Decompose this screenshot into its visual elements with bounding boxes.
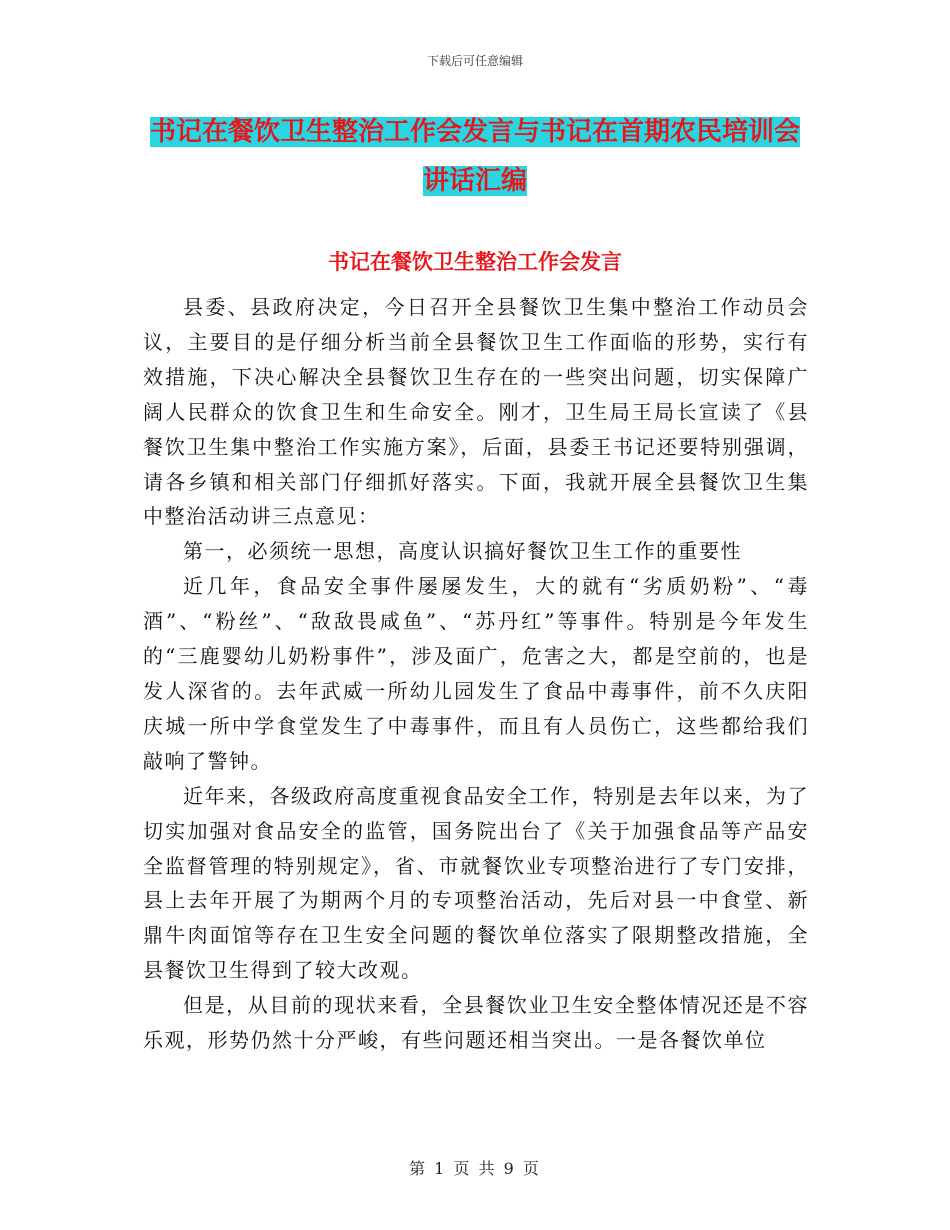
paragraph: 近几年，食品安全事件屡屡发生，大的就有“劣质奶粉”、“毒酒”、“粉丝”、“敌敌畏咸鱼”、“苏丹红”等事件。特别是今年发生的“三鹿婴幼儿奶粉事件”，涉及面广，危害之大，都是空前的，也是发人深省的。去年武威一所幼儿园发生了食品中毒事件，前不久庆阳庆城一所中学食堂发生了中毒事件，而且有人员伤亡，这些都给我们敲响了警钟。 bbox=[143, 574, 809, 773]
page-header-note: 下载后可任意编辑 bbox=[426, 54, 523, 68]
section-title: 书记在餐饮卫生整治工作会发言 bbox=[328, 250, 622, 274]
page-number: 第 1 页 共 9 页 bbox=[409, 1159, 541, 1178]
paragraph: 县委、县政府决定，今日召开全县餐饮卫生集中整治工作动员会议，主要目的是仔细分析当前全县餐饮卫生工作面临的形势，实行有效措施，下决心解决全县餐饮卫生存在的一些突出问题，切实保障广阔人民群众的饮食卫生和生命安全。刚才，卫生局王局长宣读了《县餐饮卫生集中整治工作实施方案》，后面，县委王书记还要特别强调，请各乡镇和相关部门仔细抓好落实。下面，我就开展全县餐饮卫生集中整治活动讲三点意见： bbox=[143, 295, 809, 529]
paragraph: 但是，从目前的现状来看，全县餐饮业卫生安全整体情况还是不容乐观，形势仍然十分严峻，有些问题还相当突出。一是各餐饮单位 bbox=[143, 993, 809, 1053]
paragraph: 近年来，各级政府高度重视食品安全工作，特别是去年以来，为了切实加强对食品安全的监管，国务院出台了《关于加强食品等产品安全监督管理的特别规定》，省、市就餐饮业专项整治进行了专门安排，县上去年开展了为期两个月的专项整治活动，先后对县一中食堂、新鼎牛肉面馆等存在卫生安全问题的餐饮单位落实了限期整改措施，全县餐饮卫生得到了较大改观。 bbox=[143, 783, 809, 983]
document-title-text: 书记在餐饮卫生整治工作会发言与书记在首期农民培训会讲话汇编 bbox=[149, 117, 800, 196]
document-title bbox=[140, 108, 810, 206]
paragraph: 第一，必须统一思想，高度认识搞好餐饮卫生工作的重要性 bbox=[183, 539, 742, 564]
document-body bbox=[143, 290, 809, 1058]
